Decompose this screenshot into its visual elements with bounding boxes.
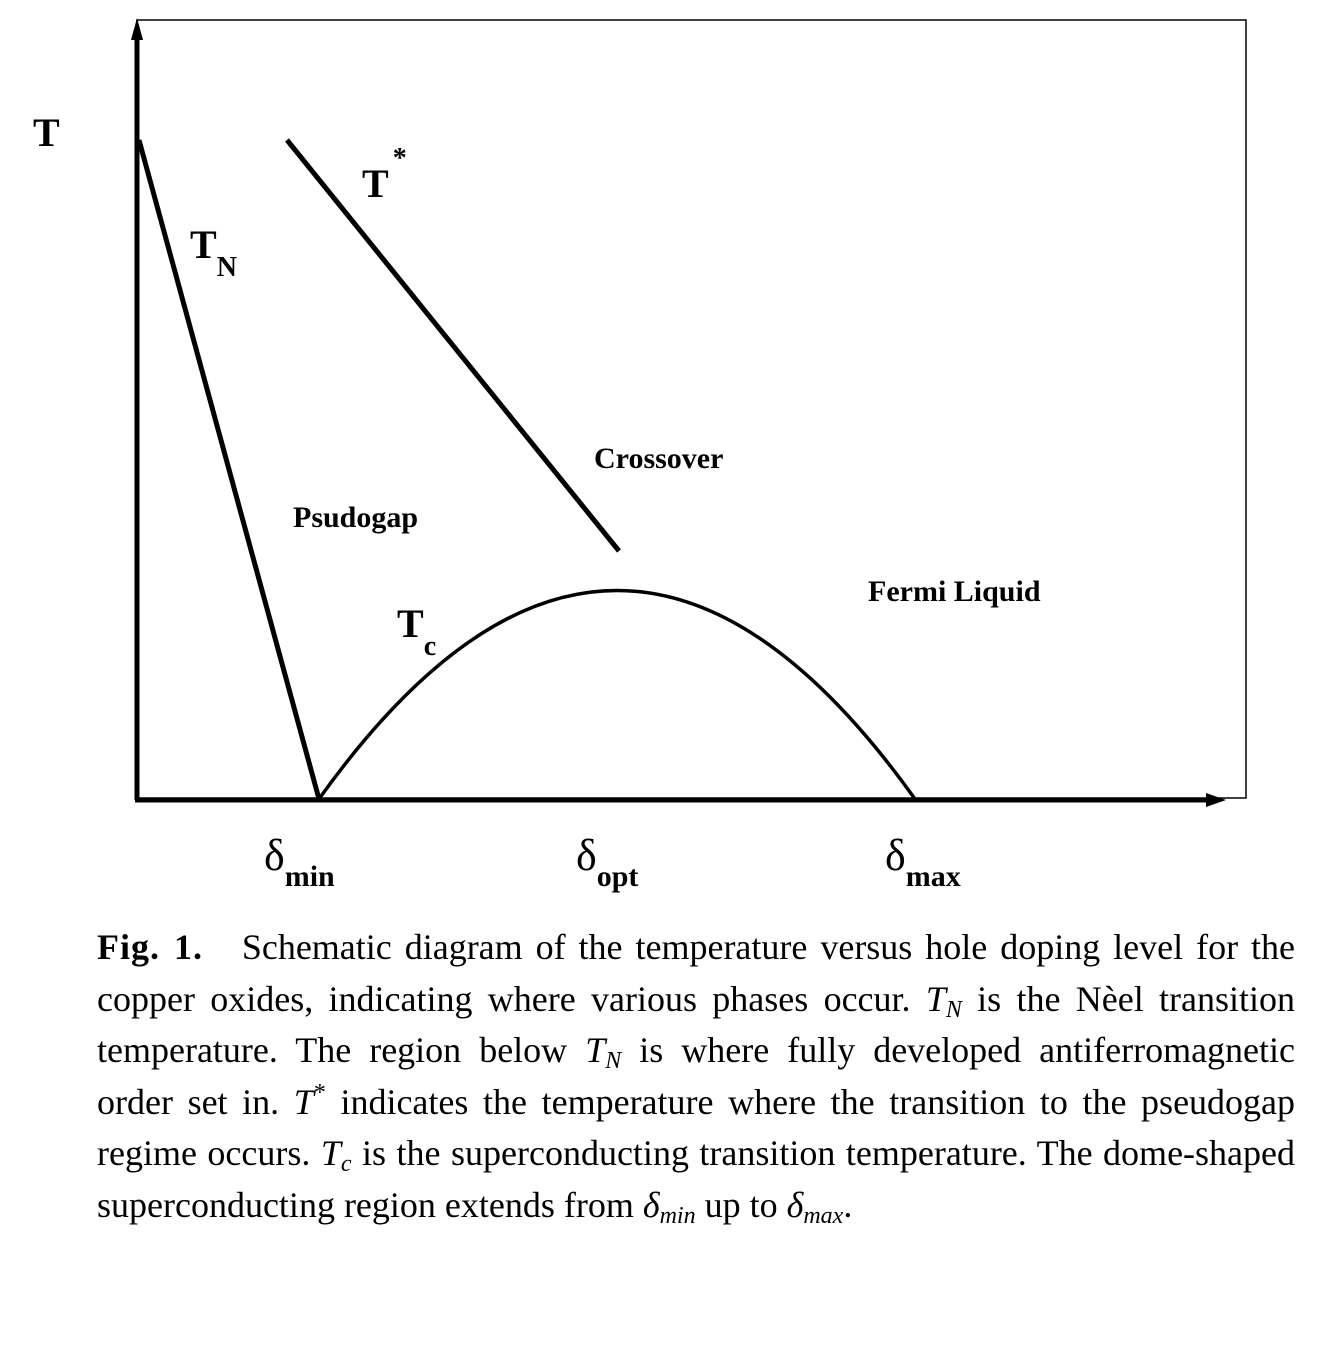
neel-temperature-line <box>139 140 319 799</box>
temperature-axis-label: T <box>33 110 60 155</box>
plot-frame <box>137 20 1246 798</box>
pseudogap-onset-label: T* <box>362 143 407 206</box>
caption-text: Schematic diagram of the temperature versus hole doping level for the copper oxides, indicating where various phases occur. <box>97 927 1295 1019</box>
delta-opt-label: $\delta_{opt}$ <box>576 831 639 893</box>
superconducting-label: $T_c$ <box>397 601 437 662</box>
figure-caption: Fig. 1. Schematic diagram of the temperature versus hole doping level for the copper oxides, indicating where various phases occur. $T_N$ is the Nèel transition temperature. The region below $T_N$ is where fully developed antiferromagnetic order set in. T* indicates the temperature where the transition to the pseudogap regime occurs. $T_c$ is the superconducting transition temperature. The dome-shaped superconducting region extends from $\delta_{min}$ up to $\delta_{max}$. <box>97 927 1296 1229</box>
crossover-region-label: Crossover <box>594 442 724 475</box>
pseudogap-region-label: Psudogap <box>293 501 419 534</box>
doping-axis-arrow <box>1206 793 1226 807</box>
delta-min-label: $\delta_{min}$ <box>264 831 335 893</box>
neel-label: $T_N$ <box>190 222 237 283</box>
pseudogap-onset-line <box>287 140 619 551</box>
figure-label: Fig. 1. <box>97 927 203 967</box>
delta-max-label: $\delta_{max}$ <box>885 831 961 893</box>
temperature-axis-arrow <box>131 18 143 40</box>
fermi-liquid-region-label: Fermi Liquid <box>868 575 1041 608</box>
